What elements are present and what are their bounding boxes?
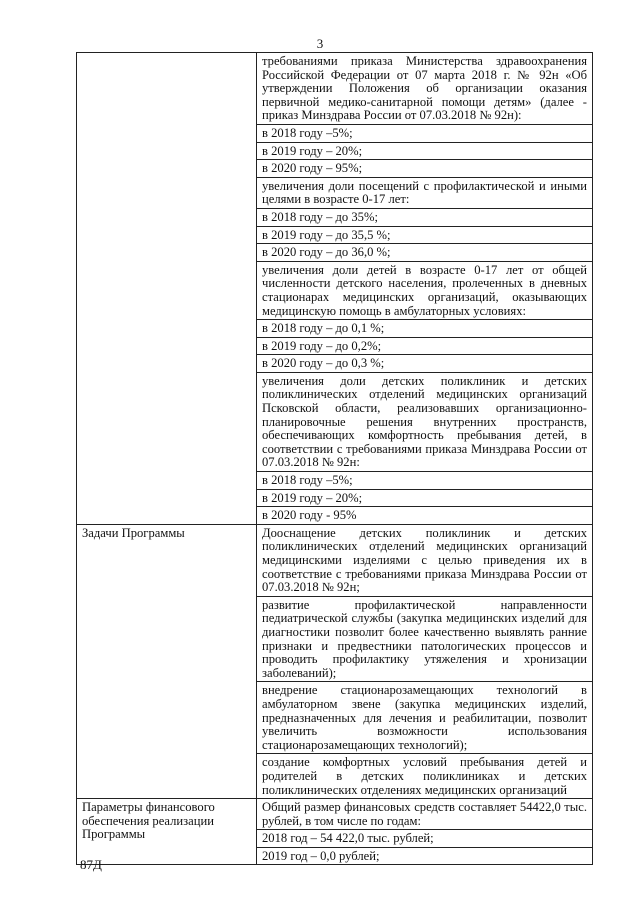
content-paragraph: в 2019 году – до 35,5 %; [257,227,592,245]
content-paragraph: в 2019 году – 20%; [257,143,592,161]
content-paragraph: в 2019 году – до 0,2%; [257,338,592,356]
program-table-body [77,53,593,865]
content-paragraph: в 2018 году –5%; [257,125,592,143]
content-paragraph: в 2020 году – 95%; [257,160,592,178]
table-row [77,53,593,525]
program-table [76,52,593,865]
content-paragraph: в 2018 году – до 35%; [257,209,592,227]
row-content-cell [257,524,593,798]
row-label-cell [77,799,257,865]
content-paragraph: 2018 год – 54 422,0 тыс. рублей; [257,830,592,848]
content-paragraph: в 2020 году – до 36,0 %; [257,244,592,262]
content-paragraph: увеличения доли посещений с профилактической и иными целями в возрасте 0-17 лет: [257,178,592,209]
table-row [77,524,593,798]
content-paragraph: требованиями приказа Министерства здравоохранения Российской Федерации от 07 марта 2018 г. № 92н «Об утверждении Положения об организации оказания первичной медико-санитарной помощи детям» (далее - приказ Минздрава России от 07.03.2018 № 92н): [257,53,592,125]
row-label-cell [77,53,257,525]
row-content-cell [257,53,593,525]
row-label: Задачи Программы [82,525,185,540]
content-paragraph: увеличения доли детских поликлиник и детских поликлинических отделений медицинских организаций Псковской области, реализовавших организационно-планировочные решения внутренних пространств, обеспечивающих комфортность пребывания детей, в соответствии с требованиями приказа Минздрава России от 07.03.2018 № 92н: [257,373,592,472]
row-label [77,53,256,57]
content-paragraph: увеличения доли детей в возрасте 0-17 лет от общей численности детского населения, пролеченных в дневных стационарах медицинских организаций, оказывающих медицинскую помощь в амбулаторных условиях: [257,262,592,320]
content-paragraph: Дооснащение детских поликлиник и детских поликлинических отделений медицинских организаций медицинскими изделиями с целью приведения их в соответствие с требованиями приказа Минздрава России от 07.03.2018 № 92н; [257,525,592,597]
content-paragraph: в 2019 году – 20%; [257,490,592,508]
table-row [77,799,593,865]
content-paragraph: развитие профилактической направленности педиатрической службы (закупка медицинских изделий для диагностики позволит более качественно выявлять ранние признаки и предвестники патологических процессов и проводить профилактику утяжеления и хронизации заболеваний); [257,597,592,683]
row-label-cell [77,524,257,798]
content-paragraph: создание комфортных условий пребывания детей и родителей в детских поликлиниках и детских поликлинических отделениях медицинских организаций [262,755,587,797]
content-paragraph: Общий размер финансовых средств составляет 54422,0 тыс. рублей, в том числе по годам: [257,799,592,830]
page-number: 3 [316,36,324,51]
content-paragraph: в 2018 году – до 0,1 %; [257,320,592,338]
row-content-cell [257,799,593,865]
footer-code: 87Д [80,857,102,872]
row-label: Параметры финансового обеспечения реализации Программы [82,800,215,842]
content-paragraph: в 2018 году –5%; [257,472,592,490]
content-paragraph: внедрение стационарозамещающих технологий в амбулаторном звене (закупка медицинских изделий, предназначенных для лечения и реабилитации, позволит увеличить возможности использования стационарозамещающих технологий); [257,682,592,754]
content-paragraph: 2019 год – 0,0 рублей; [262,848,380,863]
content-paragraph: в 2020 году - 95% [262,508,357,523]
content-paragraph: в 2020 году – до 0,3 %; [257,355,592,373]
